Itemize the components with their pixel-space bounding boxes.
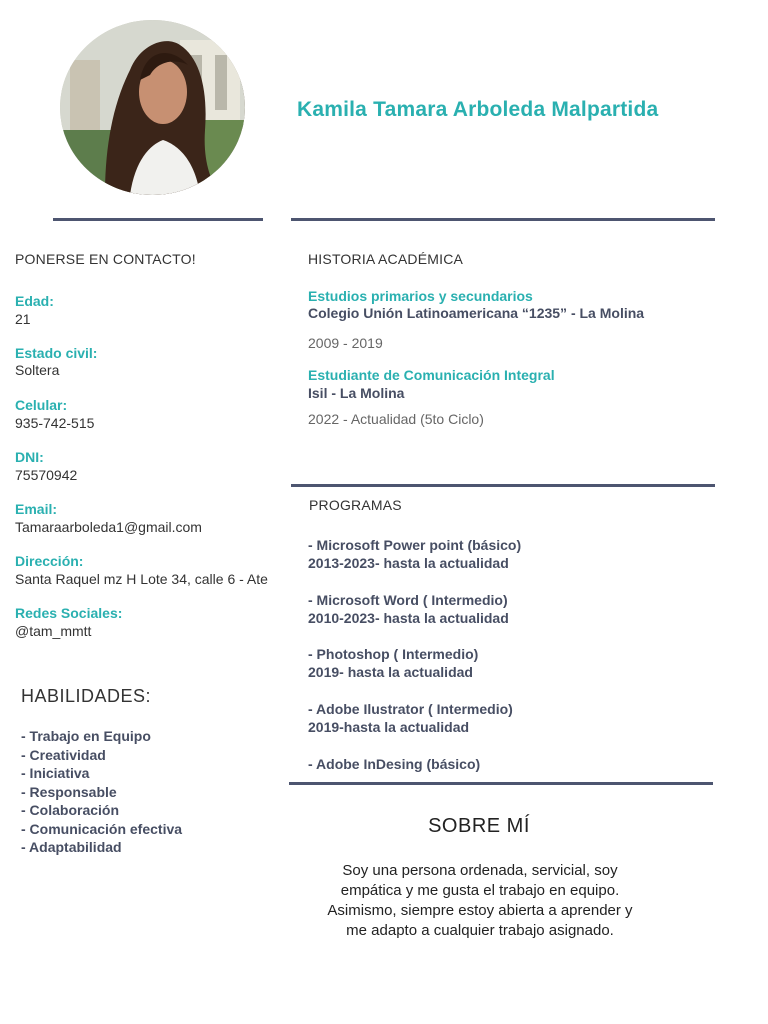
about-text [310,861,650,941]
social-media-label: Redes Sociales: [15,605,123,621]
address-label: Dirección: [15,553,84,569]
education-dates: 2022 - Actualidad (5to Ciclo) [308,411,484,427]
social-media-value: @tam_mmtt [15,623,92,639]
dni-value: 75570942 [15,467,78,483]
email-label: Email: [15,501,58,517]
divider-left-top [53,218,263,221]
program-name: - Adobe InDesing (básico) [308,756,481,772]
program-name: - Microsoft Power point (básico) [308,537,522,553]
program-period: 2019-hasta la actualidad [308,719,470,735]
program-period: 2013-2023- hasta la actualidad [308,555,509,571]
skill-item: - Colaboración [21,802,120,818]
candidate-name: Kamila Tamara Arboleda Malpartida [297,98,659,121]
education-heading: HISTORIA ACADÉMICA [308,251,464,267]
program-name: - Photoshop ( Intermedio) [308,646,479,662]
about-line: me adapto a cualquier trabajo asignado. [346,922,614,939]
phone-value: 935-742-515 [15,415,95,431]
phone-label: Celular: [15,397,68,413]
program-name: - Adobe Ilustrator ( Intermedio) [308,701,513,717]
contact-heading: PONERSE EN CONTACTO! [15,251,196,267]
marital-status-label: Estado civil: [15,345,98,361]
skill-item: - Iniciativa [21,765,90,781]
education-institution: Colegio Unión Latinoamericana “1235” - La Molina [308,305,645,321]
skills-list [21,727,182,857]
education-title: Estudios primarios y secundarios [308,288,533,304]
skill-item: - Comunicación efectiva [21,820,183,837]
about-line: Soy una persona ordenada, servicial, soy [342,862,618,879]
about-heading: SOBRE MÍ [428,815,530,837]
education-institution: Isil - La Molina [308,385,405,401]
skill-item: - Adaptabilidad [21,839,122,855]
skill-item: - Trabajo en Equipo [21,728,151,744]
email-value[interactable]: Tamaraarboleda1@gmail.com [15,519,202,535]
education-title: Estudiante de Comunicación Integral [308,367,555,383]
education-dates: 2009 - 2019 [308,335,383,351]
profile-photo [60,20,245,195]
program-period: 2010-2023- hasta la actualidad [308,610,509,626]
program-period: 2019- hasta la actualidad [308,664,473,680]
divider-right-top [291,218,715,221]
skill-item: - Responsable [21,783,117,800]
marital-status-value: Soltera [15,362,60,378]
age-value: 21 [15,311,31,327]
programs-heading: PROGRAMAS [309,497,402,513]
age-label: Edad: [15,293,54,309]
program-name: - Microsoft Word ( Intermedio) [308,592,508,608]
divider-about [289,782,713,785]
about-line: empática y me gusta el trabajo en equipo. [340,882,620,899]
divider-programs [291,484,715,487]
skills-heading: HABILIDADES: [21,686,152,706]
address-value: Santa Raquel mz H Lote 34, calle 6 - Ate [15,571,268,587]
skill-item: - Creatividad [21,746,106,763]
about-line: Asimismo, siempre estoy abierta a aprender y [327,902,633,919]
dni-label: DNI: [15,449,44,465]
